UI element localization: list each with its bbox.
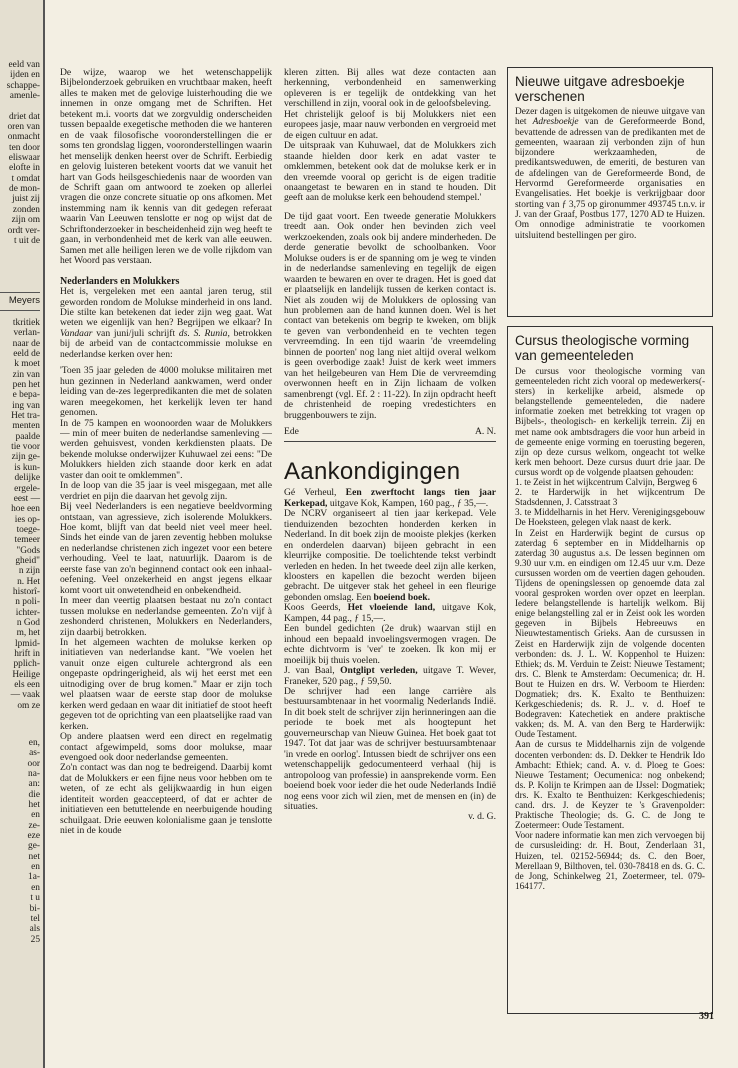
notice-paragraph: 2. te Harderwijk in het wijkcentrum De Stadsdennen, J. Catsstraat 3 (515, 487, 705, 508)
gutter-line: t uit de (13, 235, 40, 246)
gutter-line: tel (30, 913, 40, 924)
gutter-line: pplich- (13, 659, 40, 670)
notice-body: Dezer dagen is uitgekomen de nieuwe uitgave van het Adresboekje van de Gereformeerde Bond, bevattende de adressen van de predikanten met de gemeenten, waaraan zij verbonden zijn of hun bijzondere werkzaamheden, de predikantsweduwen, de emeriti, de besturen van de afdelingen van de Gereformeerde Bond, de Hervormd Gereformeerde organisaties en Evangelisaties. Het boekje is verkrijgbaar door storting van ƒ 3,75 op gironummer 493745 t.n.v. ir J. van der Graaf, Postbus 177, 1270 AD te Huizen. Om onnodige administratie te voorkomen uitsluitend bestellingen per giro. (515, 107, 705, 241)
gutter-line: oor (27, 758, 40, 769)
gutter-fragment-middle (0, 318, 40, 711)
gutter-line: juist zij (12, 194, 40, 205)
gutter-line: eeld van (8, 60, 40, 70)
gutter-line: als (29, 924, 40, 935)
quote-paragraph: In het algemeen wachten de molukse kerken op initiatieven van nederlandse kant. "We voelen het vanuit onze eigen culturele achtergrond als een ongepaste opdringerigheid, als wij het eerst met een uitnodiging over de brug komen." Maar er zijn toch wel plaatsen waar de eerste stap door de molukse kerken werd gedaan en waar dit initiatief de stoot heeft gegeven tot de oprichting van een plaatselijke raad van kerken. (60, 637, 272, 732)
gutter-line: amenle- (9, 91, 40, 102)
book-announcement-heading: Koos Geerds, Het vloeiende land, uitgave Kok, Kampen, 44 pag., ƒ 15,—. (284, 602, 496, 624)
book-announcement-body: Een bundel gedichten (2e druk) waarvan stijl en inhoud een bepaald invoelingsvermogen vragen. De echte dichtvorm is 'ver' te zoeken. Ik kon mij er moeilijk bij thuis voelen. (284, 623, 496, 666)
gutter-line: n zijn (18, 566, 40, 577)
gutter-line: ten door (9, 142, 40, 153)
paragraph: Het christelijk geloof is bij Molukkers niet een europees jasje, maar nauw verbonden en vergroeid met de eigen cultuur en adat. (284, 108, 496, 141)
gutter-line: delijke (14, 473, 40, 484)
gutter-line: e bepa- (12, 390, 40, 401)
signature-initials: v. d. G. (468, 811, 496, 823)
announcement-signature (284, 812, 496, 822)
paragraph: kleren zitten. Bij alles wat deze contacten aan herkenning, verbondenheid en samenwerking opleveren is er tegelijk de ontdekking van het verschillend in zijn, vooral ook in de geloofsbeleving. (284, 68, 496, 110)
gutter-line: m, het (16, 628, 40, 639)
gutter-rule (0, 310, 40, 311)
gutter-line: om ze (17, 700, 40, 711)
notice-paragraph: In Zeist en Harderwijk begint de cursus op zaterdag 6 september en in Middelharnis op zaterdag 30 augustus a.s. De lessen beginnen om 9.30 uur v.m. en eindigen om 12.45 uur v.m. Deze cursussen worden om de veertien dagen gehouden. Tijdens de openingslessen op genoemde data zal vooral gesproken worden over opzet en leerplan. Iedere belangstellende is hartelijk welkom. Bij enige belangstelling zal er in Zeist ook les worden gegeven in Bijbels Hebreeuws en Nieuwtestamentisch Grieks. Aan de cursussen in Zeist en Harderwijk zijn de volgende docenten verbonden: ds. J. L. W. Koppenhol te Huizen: Ethiek; ds. M. Verduin te Zeist: Nieuwe Testament; drs. C. Blenk te Amsterdam: Oecumenica; dr. H. Bout te Huizen en drs. W. Verboom te Hierden: Dogmatiek; drs. K. Exalto te Benthuizen: Kerkgeschiedenis; ds. R. J.. v. d. Hoef te Bodegraven: Katechetiek en andere praktische vakken; ds. M. A. van den Berg te Harderwijk: Oude Testament. (515, 527, 705, 740)
paragraph: De uitspraak van Kuhuwael, dat de Molukkers zich staande hielden door kerk en adat vaster te omklemmen, betekent ook dat de molukse kerk er in den vreemde vooral op gericht is de eigen traditie onaangetast te bewaren en in stand te houden. Dit geeft aan de molukse kerk een behoudend stempel.' (284, 140, 496, 204)
gutter-line: en (31, 882, 40, 893)
gutter-line: ing van (12, 400, 40, 411)
gutter-line: ichter- (15, 607, 40, 618)
article-signature (284, 427, 496, 437)
gutter-line: lpmid- (15, 638, 40, 649)
notice-box-theology-course (507, 326, 713, 1014)
article-column-2 (284, 68, 496, 1013)
announcements-title: Aankondigingen (284, 458, 461, 486)
notice-body (515, 366, 705, 891)
quote-paragraph: In de 75 kampen en woonoorden waar de Molukkers — min of meer buiten de nederlandse samenleving — werden gehuisvest, vonden kerkdiensten plaats. De bekende molukse onderwijzer Kuhuwael zei eens: "De Molukkers hielden zich staande door kerk en adat vaster dan ooit te omklemmen". (60, 417, 272, 481)
gutter-line: as- (29, 748, 40, 759)
notice-paragraph: De cursus voor theologische vorming van gemeenteleden richt zich vooral op medewerkers(-sters) in kerkelijke arbeid, alsmede op belangstellende gemeenteleden, die nadere informatie zoeken met betrekking tot vragen op Bijbels-, theologisch- en kerkelijk terrein. Zij en met name ook ambtsdragers die voor hun arbeid in de gemeente enige vorming en toerusting begeren, zijn op deze cursus welkom, ongeacht tot welke kerk men behoort. Deze cursus duurt drie jaar. De cursus wordt op de volgende plaatsen gehouden: (515, 366, 705, 477)
previous-page-edge (0, 0, 45, 1068)
gutter-line: eest — (13, 493, 40, 504)
gutter-line: eeld de (13, 349, 40, 360)
notice-paragraph: Aan de cursus te Middelharnis zijn de volgende docenten verbonden: ds. D. Dekker te Hendrik Ido Ambacht: Ethiek; cand. A. v. d. Ploeg te Goes: Nieuwe Testament; Oecumenica: nog onbekend; ds. P. Kolijn te Krimpen aan de IJssel: Dogmatiek; drs. K. Exalto te Benthuizen: Kerkgeschiedenis; cand. drs. J. de Keyzer te 's Gravenpolder: Praktische Theologie; ds. G. C. de Jong te Zoetermeer: Oude Testament. (515, 739, 705, 831)
gutter-line: ies op- (14, 514, 40, 525)
notice-title: Nieuwe uitgave adresboekje verschenen (515, 74, 685, 104)
gutter-line: Het tra- (11, 411, 40, 422)
book-announcement-body: De NCRV organiseert al tien jaar kerkepad. Vele tienduizenden bezochten honderden kerken in Nederland. In dit boek zijn de mooiste plekjes (kerken en onderdelen daarvan) bijeen gebracht in een kleurrijke compositie. De toelichtende tekst verbindt verleden en heden. In het tweede deel zijn alle kerken, kloosters en kapellen die bezocht werden bijeen gebracht. De uitgever stak het geheel in een fleurige gebonden omslag. Een boeiend boek. (284, 508, 496, 603)
gutter-line: "Gods (16, 545, 40, 556)
gutter-line: naar de (12, 338, 40, 349)
gutter-line: els een (14, 680, 40, 691)
gutter-line: verlan- (13, 328, 40, 339)
notice-box-address-book (507, 67, 713, 317)
gutter-line: eliswaar (8, 153, 40, 164)
quote-paragraph: In de loop van die 35 jaar is veel misgegaan, met alle verdriet en pijn die daarvan het gevolg zijn. (60, 480, 272, 502)
gutter-fragment-top (0, 60, 40, 246)
gutter-line: tkritiek (12, 318, 40, 328)
gutter-line: oren van (7, 122, 40, 133)
gutter-line: t omdat (11, 173, 40, 184)
gutter-line: en (31, 810, 40, 821)
section-divider (284, 441, 496, 442)
gutter-line: 25 (30, 934, 40, 945)
gutter-line: an: (28, 779, 40, 790)
gutter-line: hrift in (14, 649, 40, 659)
gutter-line: 1a- (28, 872, 40, 883)
quote-paragraph: Bij veel Nederlanders is een negatieve beeldvorming ontstaan, van agressieve, zich isolerende Molukkers. Hoe komt, blijft van dat beeld niet veel meer heel. Sinds het einde van de jaren zeventig hebben molukse en nederlandse christenen zich ingezet voor een betere verhouding. Veel te laat, natuurlijk. Daarom is de eerste fase van zo'n beginnend contact ook een inhaal-oefening. Veel onzekerheid en angst jegens elkaar komt voort uit onwetendheid en onbekendheid. (60, 501, 272, 596)
notice-paragraph: 1. te Zeist in het wijkcentrum Calvijn, Bergweg 6 (515, 477, 698, 488)
gutter-line: toege- (16, 524, 40, 535)
gutter-line: elofte in (9, 163, 40, 174)
gutter-line: bi- (29, 903, 40, 914)
notice-title: Cursus theologische vorming van gemeenteleden (515, 333, 690, 363)
gutter-line: na- (28, 769, 40, 780)
signature-author: A. N. (474, 425, 496, 437)
paragraph: Het is, vergeleken met een aantal jaren terug, stil geworden rondom de Molukse minderheid in ons land. Die stilte kan betekenen dat ieder zijn weg gaat. Wat weten we eigenlijk van hen? Begrijpen we elkaar? In Vandaar van juni/juli schrijft ds. S. Runia, betrokken bij de arbeid van de contactcommissie molukse en nederlandse kerken over hen: (60, 286, 272, 360)
gutter-line: gheid" (15, 555, 40, 566)
gutter-line: — vaak (10, 690, 40, 701)
gutter-line: het (28, 800, 40, 811)
page-number: 391 (699, 1011, 714, 1022)
gutter-line: die (28, 789, 40, 800)
paragraph: De wijze, waarop we het wetenschappelijk Bijbelonderzoek gebruiken en vruchtbaar maken, heeft alles te maken met de gelovige luisterhouding die we innemen in onze omgang met de Schriften. Het betekent m.i. voorts dat we zorgvuldig onderscheiden tussen bepaalde exegetische methoden die we hanteren en de vaak filosofische vooronderstellingen die er soms ten grondslag liggen, vooronderstellingen waarin het menselijk denken heerst over de Schrift. Eerbiedig en gelovig luisteren betekent voorts dat we vanuit het hart van Gods heilsgeschiedenis naar de woorden van de Schrift gaan om antwoord te zoeken op allerlei vragen die onze concrete situatie op ons afkomen. Met instemming nam ik kennis van dit gedegen referaat waarin Van Leeuwen tenslotte er nog op wijst dat de Schriftonderzoeker in bescheidenheid zijn weg heeft te gaan, in verbondenheid met de kerk van alle eeuwen. Samen met alle heiligen leren we de volle rijkdom van het Woord pas verstaan. (60, 68, 272, 267)
quote-paragraph: 'Toen 35 jaar geleden de 4000 molukse militairen met hun gezinnen in Nederland aankwamen, werd onder leiding van de-zes legerpredikanten die met de solaten waren meegekomen, het kerkelijk leven ter hand genomen. (60, 365, 272, 419)
gutter-rule (0, 292, 40, 293)
gutter-line: ge- (28, 841, 40, 852)
book-announcement-heading: J. van Baal, Ontglipt verleden, uitgave T. Wever, Franeker, 520 pag., ƒ 59,50. (284, 665, 496, 687)
gutter-line: en, (28, 738, 40, 748)
gutter-line: tie voor (11, 442, 40, 453)
gutter-line: ergele- (14, 483, 40, 494)
gutter-line: t u (30, 893, 40, 904)
article-column-1 (60, 68, 272, 1013)
gutter-line: de mon- (9, 184, 40, 195)
gutter-line: hoe een (11, 504, 40, 515)
gutter-line: pen het (12, 380, 40, 391)
signature-place: Ede (284, 425, 299, 437)
gutter-line: zijn om (11, 215, 40, 226)
gutter-line: paalde (15, 431, 40, 442)
quote-paragraph: In meer dan veertig plaatsen bestaat nu zo'n contact tussen molukse en nederlandse gemeenten. Zo'n vijf à zeshonderd christenen, Molukkers en Nederlanders, zijn daarbij betrokken. (60, 595, 272, 638)
quote-paragraph: Op andere plaatsen werd een direct en regelmatig contact afgewimpeld, soms door molukse, maar evengoed ook door nederlandse gemeenten. (60, 731, 272, 763)
gutter-line: schappe- (6, 80, 40, 91)
gutter-line: k moet (14, 359, 40, 370)
book-announcement-heading: Gé Verheul, Een zwerftocht langs tien jaar Kerkepad, uitgave Kok, Kampen, 160 pag., ƒ 35,—. (284, 487, 496, 509)
gutter-line: driet dat (9, 111, 40, 122)
gutter-line: ze- (28, 820, 40, 831)
gutter-line: en (31, 862, 40, 873)
gutter-line: ijden en (10, 70, 40, 81)
book-announcement-body: De schrijver had een lange carrière als bestuursambtenaar in het voormalig Nederlands Indië. In dit boek stelt de schrijver zijn herinneringen aan die periode te boek met als hoogtepunt het gouverneurschap van Nieuw Guinea. Het boek gaat tot 1947. Tot dat jaar was de schrijver bestuursambtenaar 'in vrede en oorlog'. Intussen biedt de schrijver ons een wetenschappelijk gedocumenteerd verhaal (hij is antropoloog van professie) in aansprekende vorm. Een boeiend boek voor ieder die het oude Nederlands Indië nog eens voor zich wil zien, met de mensen en (in) de situaties. (284, 686, 496, 812)
gutter-line: net (28, 851, 40, 862)
gutter-line: temeer (14, 535, 40, 546)
gutter-line: n. Het (17, 576, 40, 587)
gutter-line: historî- (12, 586, 40, 597)
gutter-line: menten (12, 421, 40, 432)
paragraph: De tijd gaat voort. Een tweede generatie Molukkers treedt aan. Ook onder hen bevinden zich veel werkzoekenden, zoals ook bij andere minderheden. De derde generatie bevolkt de schoolbanken. Voor Molukse ouders is er de spanning om je weg te vinden in de nederlandse samenleving en tegelijk de eigen waarden te bewaren en over te dragen. Het is goed dat er plaatselijk en landelijk tussen de kerken contact is. Niet als zouden wij de Molukkers de oplossing van hun problemen aan de hand kunnen doen. Wel is het contact van betekenis om begrip te kweken, om blijk te geven van verbondenheid en te vechten tegen vervreemding. In een tijd waarin 'de vreemdeling binnen de poorten' nog lang niet altijd overal welkom is geen overbodige zaak! Juist de kerk weet immers van het heilgebeuren van Hem Die de vervreemding overwonnen heeft en in Zijn lichaam de volken samenbrengt (vgl. Ef. 2 : 11-22). In zijn opdracht heeft de christenheid de roeping vredestichters en bruggenbouwers te zijn. (284, 210, 496, 421)
gutter-line: onmacht (7, 132, 40, 143)
gutter-line: zijn ge- (11, 452, 40, 463)
gutter-author-label: Meyers (8, 295, 40, 306)
quote-paragraph: Zo'n contact was dan nog te bedreigend. Daarbij komt dat de Molukkers er een fijne neus voor hebben om te weten, of ze echt als gelijkwaardig in hun eigen identiteit worden geaccepteerd, of dat er achter de initiatieven een betuttelende en neerbuigende houding schuilgaat. Drie eeuwen kolonialisme gaan je tenslotte niet in de koude (60, 762, 272, 837)
gutter-line: is kun- (14, 462, 40, 473)
gutter-line: zin van (12, 369, 40, 380)
notice-paragraph: Voor nadere informatie kan men zich vervoegen bij de cursusleiding: dr. H. Bout, Zenderlaan 31, Huizen, tel. 02152-56944; ds. C. den Boer, Merellaan 9, Bilthoven, tel. 030-78418 en ds. G. C. de Jong, Schinkelweg 21, Zoetermeer, tel. 079-164177. (515, 830, 705, 891)
gutter-line: Heilige (12, 669, 40, 680)
gutter-line: ordt ver- (7, 225, 40, 236)
gutter-line: zonden (12, 204, 40, 215)
gutter-fragment-bottom (0, 738, 40, 945)
gutter-line: eze (27, 831, 40, 842)
gutter-line: n God (16, 617, 40, 628)
gutter-line: n poli- (15, 597, 40, 608)
notice-paragraph: 3. te Middelharnis in het Herv. Verenigingsgebouw De Hoeksteen, gelegen vlak naast de kerk. (515, 507, 705, 528)
gutter-line (0, 101, 40, 111)
section-heading: Nederlanders en Molukkers (60, 275, 180, 287)
